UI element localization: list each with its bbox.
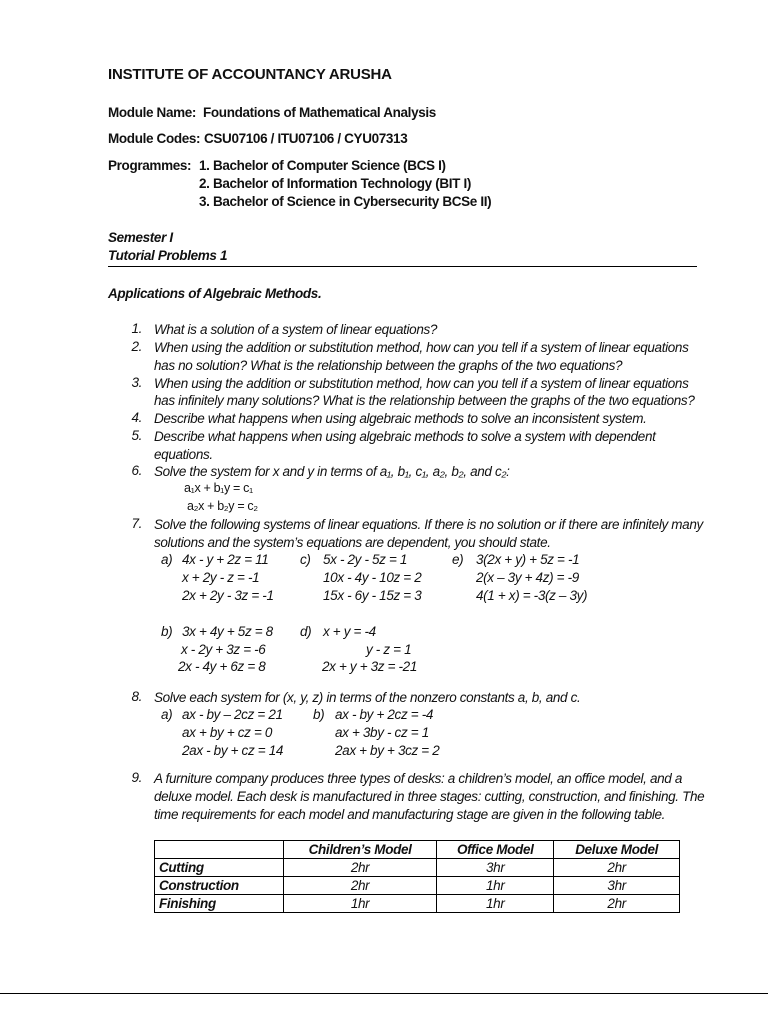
- row-label: Finishing: [155, 895, 284, 913]
- tutorial-title: Tutorial Problems 1: [108, 248, 228, 263]
- question-number: 4.: [131, 410, 142, 425]
- section-title: Applications of Algebraic Methods.: [108, 286, 322, 301]
- part-label: d): [300, 624, 312, 639]
- table-header-cell: Deluxe Model: [554, 841, 680, 859]
- module-name: Foundations of Mathematical Analysis: [203, 105, 436, 120]
- part-label: c): [300, 552, 311, 567]
- equation: a₂x + b₂y = c₂: [187, 499, 258, 513]
- question-number: 1.: [131, 321, 142, 336]
- equation: 2x + y + 3z = -21: [322, 659, 417, 674]
- table-cell: 2hr: [554, 895, 680, 913]
- equation: ax - by + 2cz = -4: [335, 707, 433, 722]
- programme-item: 1. Bachelor of Computer Science (BCS I): [199, 158, 446, 173]
- question-7-line: solutions and the system’s equations are dependent, you should state.: [154, 535, 551, 550]
- equation: 2ax - by + cz = 14: [182, 743, 284, 758]
- equation: 15x - 6y - 15z = 3: [323, 588, 422, 603]
- equation: 2ax + by + 3cz = 2: [335, 743, 440, 758]
- row-label: Construction: [155, 877, 284, 895]
- table-header-row: [155, 841, 680, 859]
- header-divider: [108, 266, 697, 267]
- question-8-text: Solve each system for (x, y, z) in terms of the nonzero constants a, b, and c.: [154, 690, 581, 705]
- equation: 4(1 + x) = -3(z – 3y): [476, 588, 588, 603]
- equation: y - z = 1: [366, 642, 412, 657]
- table-cell: 1hr: [284, 895, 437, 913]
- equation: x + 2y - z = -1: [182, 570, 260, 585]
- table-header-cell: [155, 841, 284, 859]
- question-number: 8.: [131, 689, 142, 704]
- question-number: 7.: [131, 516, 142, 531]
- equation: 10x - 4y - 10z = 2: [323, 570, 422, 585]
- equation: 5x - 2y - 5z = 1: [323, 552, 408, 567]
- equation: 3(2x + y) + 5z = -1: [476, 552, 580, 567]
- module-name-label: Module Name:: [108, 105, 197, 120]
- question-2-line: has no solution? What is the relationship between the graphs of the two equations?: [154, 358, 623, 373]
- question-6-text: Solve the system for x and y in terms of a₁, b₁, c₁, a₂, b₂, and c₂:: [154, 464, 510, 479]
- institute-title: INSTITUTE OF ACCOUNTANCY ARUSHA: [108, 66, 392, 83]
- question-9-line: deluxe model. Each desk is manufactured in three stages: cutting, construction, and finishing. The: [154, 789, 705, 804]
- table-cell: 2hr: [284, 877, 437, 895]
- question-number: 3.: [131, 375, 142, 390]
- equation: ax - by – 2cz = 21: [182, 707, 283, 722]
- equation: 2(x – 3y + 4z) = -9: [476, 570, 579, 585]
- equation: 4x - y + 2z = 11: [182, 552, 269, 567]
- programmes-label: Programmes:: [108, 158, 192, 173]
- table-cell: 2hr: [284, 859, 437, 877]
- equation: x - 2y + 3z = -6: [181, 642, 266, 657]
- part-label: b): [313, 707, 325, 722]
- equation: 2x - 4y + 6z = 8: [178, 659, 266, 674]
- row-label: Cutting: [155, 859, 284, 877]
- question-number: 5.: [131, 428, 142, 443]
- programme-item: 2. Bachelor of Information Technology (BIT I): [199, 176, 472, 191]
- page-bottom-divider: [0, 993, 768, 994]
- equation: ax + by + cz = 0: [182, 725, 273, 740]
- equation: 2x + 2y - 3z = -1: [182, 588, 274, 603]
- module-codes-label: Module Codes:: [108, 131, 201, 146]
- module-codes: CSU07106 / ITU07106 / CYU07313: [204, 131, 408, 146]
- table-row: [155, 859, 680, 877]
- question-5-line: equations.: [154, 447, 213, 462]
- table-cell: 3hr: [554, 877, 680, 895]
- question-1-text: What is a solution of a system of linear equations?: [154, 322, 438, 337]
- question-2-line: When using the addition or substitution method, how can you tell if a system of linear equations: [154, 340, 689, 355]
- equation: 3x + 4y + 5z = 8: [182, 624, 273, 639]
- question-5-line: Describe what happens when using algebraic methods to solve a system with dependent: [154, 429, 656, 444]
- part-label: a): [161, 552, 173, 567]
- question-3-line: When using the addition or substitution method, how can you tell if a system of linear equations: [154, 376, 689, 391]
- question-number: 6.: [131, 463, 142, 478]
- question-3-line: has infinitely many solutions? What is the relationship between the graphs of the two equations?: [154, 393, 695, 408]
- part-label: a): [161, 707, 173, 722]
- table-header-cell: Office Model: [437, 841, 554, 859]
- table-cell: 1hr: [437, 895, 554, 913]
- table-cell: 2hr: [554, 859, 680, 877]
- equation: x + y = -4: [323, 624, 376, 639]
- desk-time-table: [154, 840, 680, 913]
- table-header-cell: Children’s Model: [284, 841, 437, 859]
- equation: a₁x + b₁y = c₁: [184, 481, 253, 495]
- table-cell: 1hr: [437, 877, 554, 895]
- programme-item: 3. Bachelor of Science in Cybersecurity BCSe II): [199, 194, 492, 209]
- part-label: e): [452, 552, 464, 567]
- semester: Semester I: [108, 230, 173, 245]
- question-9-line: time requirements for each model and manufacturing stage are given in the following table.: [154, 807, 666, 822]
- table-row: [155, 895, 680, 913]
- table-cell: 3hr: [437, 859, 554, 877]
- question-number: 2.: [131, 339, 142, 354]
- equation: ax + 3by - cz = 1: [335, 725, 429, 740]
- question-number: 9.: [131, 770, 142, 785]
- part-label: b): [161, 624, 173, 639]
- question-4-text: Describe what happens when using algebraic methods to solve an inconsistent system.: [154, 411, 647, 426]
- question-9-line: A furniture company produces three types of desks: a children’s model, an office model, and a: [154, 771, 683, 786]
- table-row: [155, 877, 680, 895]
- question-7-line: Solve the following systems of linear equations. If there is no solution or if there are infinitely many: [154, 517, 703, 532]
